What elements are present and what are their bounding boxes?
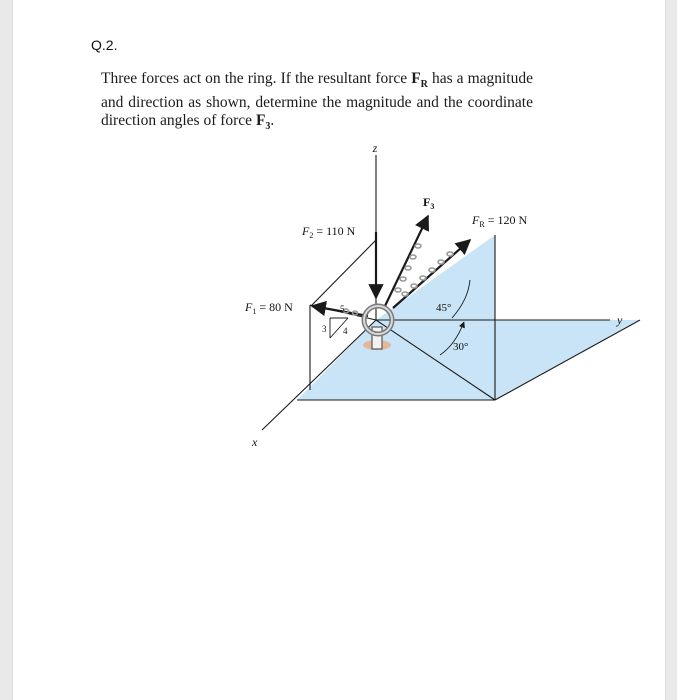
problem-text-1: Three forces act on the ring. If the resultant force <box>101 70 412 87</box>
problem-text-3: . <box>270 112 275 130</box>
f1-label: $F_1 = 80$ N <box>245 300 293 316</box>
slope-label-5: 5 <box>340 304 345 314</box>
angle-30-label: 30° <box>453 341 469 353</box>
f2-label: $F_2 = 110$ N <box>302 224 356 240</box>
axis-y-label: y <box>617 313 623 327</box>
angle-45-label: 45° <box>436 302 452 314</box>
axis-x-label: x <box>252 435 258 449</box>
f3-label: $F_3$ <box>423 195 435 211</box>
fr-symbol: $F_R$ <box>411 70 428 91</box>
slope-label-4: 4 <box>343 326 348 336</box>
question-number: Q.2. <box>91 37 118 53</box>
f3-symbol: $F_3$ <box>255 112 271 133</box>
axis-z-label: z <box>372 141 378 155</box>
problem-text-2: has a magnitude and direction as shown, determine the magnitude and the coordinate direction angles of force <box>101 70 533 130</box>
fr-label: $F_R = 120$ N <box>472 213 528 229</box>
f2-frame-line <box>312 240 376 305</box>
eye-bolt-ring <box>363 306 392 350</box>
slope-label-3: 3 <box>322 324 327 334</box>
